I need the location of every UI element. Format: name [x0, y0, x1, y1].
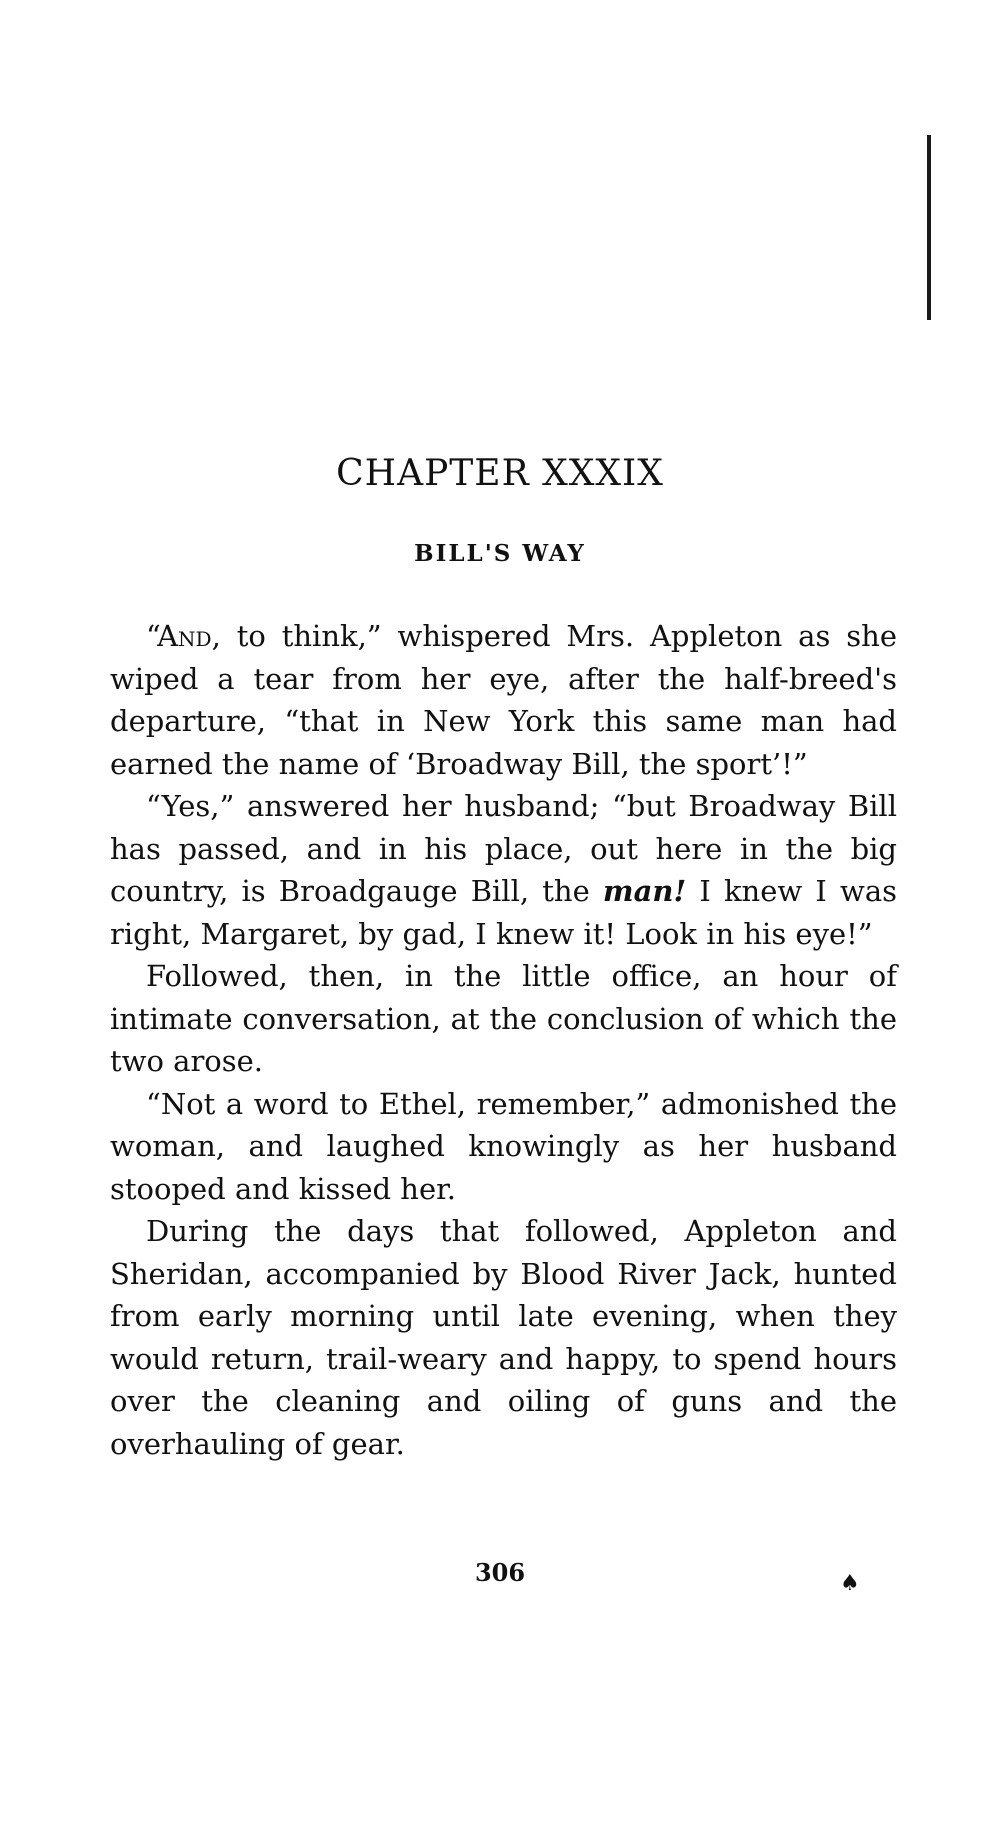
chapter-subtitle: BILL'S WAY: [414, 540, 586, 567]
paragraph-4: “Not a word to Ethel, remember,” admonished the woman, and laughed knowingly as her husband stooped and kissed her.: [110, 1086, 897, 1206]
paragraph-3: Followed, then, in the little office, an hour of intimate conversation, at the conclusion of which the two arose.: [110, 959, 897, 1078]
chapter-body: [110, 615, 897, 1465]
paragraph-2-emphasis: man!: [602, 874, 687, 908]
paragraph-2-before: “Yes,” answered her husband; “but Broadway Bill has passed, and in his place, out here in the big country, is Broadgauge Bill, the: [110, 789, 897, 908]
paragraph-2-after: I knew I was right, Margaret, by gad, I knew it! Look in his eye!”: [110, 874, 898, 951]
spade-ornament-icon: ♠: [840, 1571, 860, 1596]
paragraph-1: [110, 615, 897, 785]
paragraph-5: During the days that followed, Appleton and Sheridan, accompanied by Blood River Jack, hunted from early morning until late evening, when they would return, trail-weary and happy, to spend hours over the cleaning and oiling of guns and the overhauling of gear.: [110, 1214, 897, 1461]
chapter-title: CHAPTER XXXIX: [336, 453, 664, 494]
paragraph-1-text: , to think,” whispered Mrs. Appleton as she wiped a tear from her eye, after the half-breed's departure, “that in New York this same man had earned the name of ‘Broadway Bill, the sport’!”: [110, 619, 897, 781]
paragraph-1-lead: “And: [146, 619, 212, 653]
page-number: 306: [474, 1558, 526, 1587]
margin-rule: [927, 135, 931, 320]
paragraph-2: [110, 785, 897, 955]
